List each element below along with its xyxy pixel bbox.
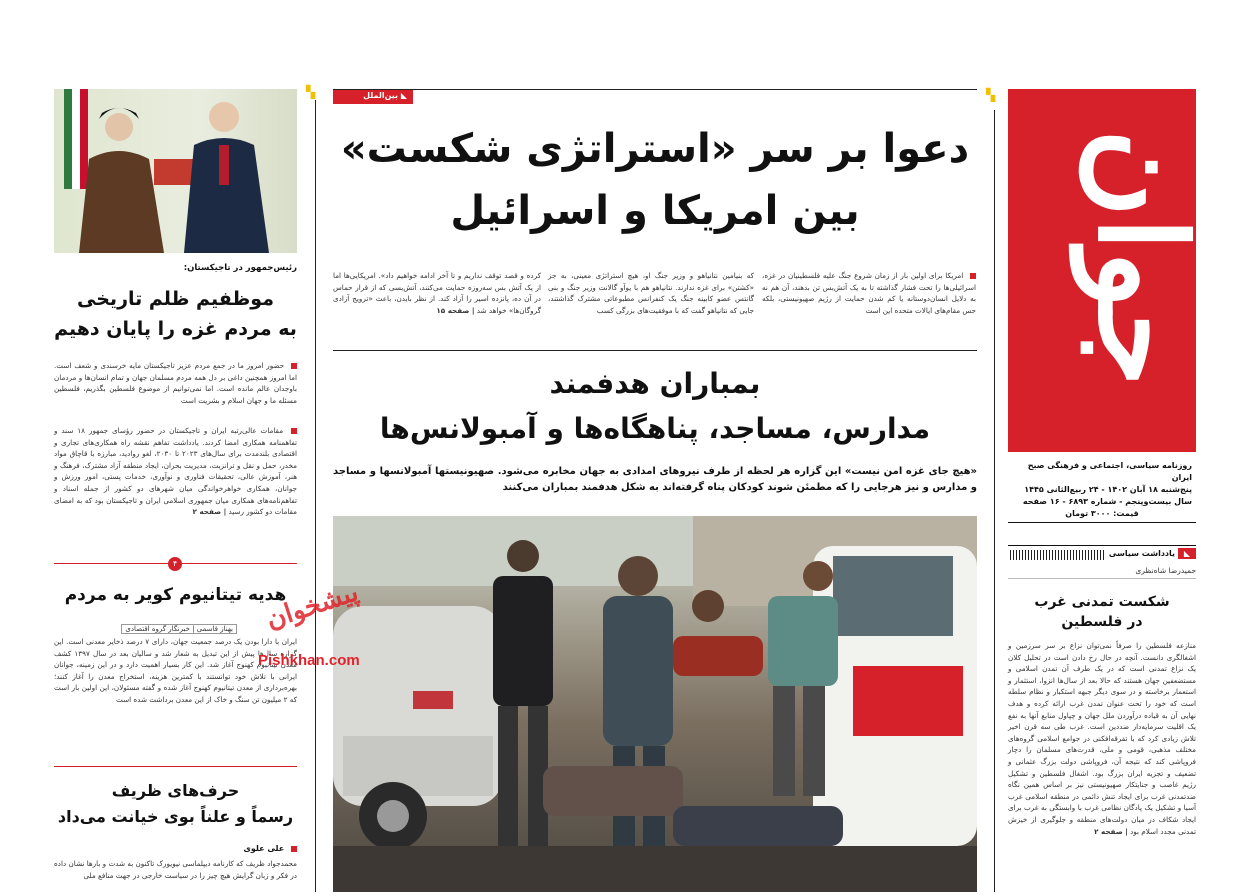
note-author: حمیدرضا شاه‌نظری [1008,566,1196,579]
note-headline [1008,592,1196,632]
left-rule-2 [54,766,297,767]
left-head3-b: رسماً و علناً بوی خیانت می‌داد [57,807,294,826]
main-col-bullet [970,273,976,279]
left-body4-text: محمدجواد ظریف که کارنامه دیپلماسی نیویورک تاکنون به شدت و بارها نشان داده در فکر و زبان گرایش هیچ چیز را در سیاست خارجی در جهت منافع ملی [54,859,297,880]
second-lead: «هیچ جای غزه امن نیست» این گزاره هر لحظه از طرف نیروهای امدادی به جهان مخابره می‌شود. صهیونیستها آمبولانسها و مساجد و مدارس و نیز هرجایی را که مطمئن شوند کودکان پناه گرفته‌اند به شکل هدفمند بمباران می‌کنند [333,466,977,493]
left-photo-illustration [54,89,297,253]
left-body1-text: حضور امروز ما در جمع مردم عزیز تاجیکستان مایه خرسندی و شعف است. اما امروز همچنین داغی بر دل همه مردم مسلمان جهان و تمام انسان‌ها و مردمان باوجدان عالم مانده است. اما نمی‌توانیم از موضوع فلسطین بگذریم، فلسطین مسئله ما و جهان اسلام و بشریت است [54,361,297,405]
main-top-rule [333,89,977,90]
left-body2-text: مقامات عالی‌رتبه ایران و تاجیکستان در حضور رؤسای جمهور ۱۸ سند و تفاهمنامه همکاری امضا کردند. یادداشت تفاهم نقشه راه همکاری‌های تجاری و اقتصادی بلندمدت برای سال‌های ۲۰۲۳ تا ۲۰۳۰، لغو روادید، مبارزه با قاچاق مواد مخدر، حمل و نقل و ترانزیت، مدیریت بحران، ایجاد منطقه آزاد مشترک، فرهنگ و هنر، آموزش عالی، تحقیقات فناوری و نوآوری، خدمات پستی، امور ورزش و جوانان، همکاری خواهرخواندگی میان شهرهای دو کشور از جمله اسناد و تفاهم‌نامه‌های همکاری میان جمهوری اسلامی ایران و تاجیکستان بود که به امضای مقامات دو کشور رسید [54,426,297,517]
note-tag-icon: ◣ [1178,548,1196,559]
left-photo [54,89,297,253]
note-body-text: منازعه فلسطین را صرفاً نمی‌توان نزاع بر سر سرزمین و اشغالگری دانست. آنچه در حال رخ دادن است در تحلیل کلان یک نزاع تمدنی است که در یک طرف آن تمدن اسلامی و مستضعفین جهان هستند که حالا بعد از سال‌ها انزوا، استثمار و استعمار برخاسته و در سوی دیگر جبهه استکبار و نظام سلطه است که خود را تحت عنوان تمدن غرب ارائه کرده و هدف نهایی آن به قیاده درآوردن ملل جهان و چپاول منابع آنها به نفع یک اقلیت سرمایه‌دار ضددین است. غرب طی سه قرن اخیر تلاش زیادی کرد که با تفرقه‌افکنی در جوامع اسلامی گروه‌های مختلف مذهبی، قومی و ملی، قدرت‌های مسلمان را دچار فروپاشی کند که نتیجه آن، فروپاشی دولت بزرگ عثمانی و تضعیف و تجزیه ایران بزرگ بود. اشغال فلسطین و تشکیل رژیم غاصب و جنایتکار صهیونیستی نیز بر اساس همین نگاه ضدتمدنی غرب برای ایجاد تنش دائمی در منطقه اسلامی غرب آسیا و تشکیل یک پادگان نظامی غرب با وابستگی به غرب برای ایجاد شکاف در میان دولت‌های منطقه و جلوگیری از خیزش تمدنی مجدد اسلام بود [1008,641,1196,836]
column-rule-right [994,110,995,892]
main-col-mid [548,270,754,336]
main-headline [340,118,970,242]
watermark-fa: پیشخوان [262,577,362,636]
left-page-ref1[interactable]: | صفحه ۲ [192,507,227,517]
left-byline3-text: علی علوی [243,844,285,853]
note-tag-row [1008,545,1196,561]
left-byline3-bullet [291,846,297,852]
masthead-logo: جوان [1071,129,1212,387]
masthead-info [1008,456,1196,523]
left-head1 [54,284,297,344]
main-col-right [762,270,976,336]
second-headline-a: بمباران هدفمند [549,367,761,400]
main-col-left [333,270,541,336]
main-page-ref[interactable]: | صفحه ۱۵ [436,305,475,315]
main-headline-2: بین امریکا و اسرائیل [450,188,860,234]
left-body1 [54,360,297,418]
left-body1-bullet [291,363,297,369]
left-head3 [54,778,297,830]
masthead-corner-mark: ▚ [986,88,996,102]
masthead-issue: سال بیست‌وپنجم - شماره ۶۸۹۳ - ۱۶ صفحه [1022,497,1192,506]
left-byline2-text: بهناز قاسمی | خبرنگار گروه اقتصادی [121,624,237,634]
left-body2-bullet [291,428,297,434]
left-body3-text: ایران با دارا بودن یک درصد جمعیت جهان، دارای ۷ درصد ذخایر معدنی است. این گزاره سال‌ها پیش از این تبدیل به شعار شد و سالیان بعد در سال ۱۳۹۷ کشف معدن تیتانیوم کهنوج آغاز شد. این کار بسیار اهمیت دارد و در این زمینه، جوانان ایرانی با تلاش خود توانستند با کمترین هزینه، استخراج معدن را آغاز کنند؛ بهره‌برداری از معدن تیتانیوم کهنوج آغاز شده و گفته مسئولان، این اولین بار است که ۲ میلیون تن سنگ و خاک از این معدن برداشت شده است [54,637,297,704]
note-headline-a: شکست تمدنی غرب [1034,594,1170,610]
left-body2 [54,425,297,541]
main-section-label: بین‌الملل [363,91,399,100]
left-byline3 [54,844,297,853]
masthead-price: قیمت: ۳۰۰۰ تومان [1065,509,1139,518]
main-headline-1: دعوا بر سر «استراتژی شکست» [340,126,970,172]
main-section-tag [333,90,413,104]
column-rule-left [315,100,316,892]
masthead-logo-block [1008,89,1212,452]
watermark-en: Pishkhan.com [258,652,360,669]
left-head3-a: حرف‌های ظریف [111,781,240,800]
note-barcode [1010,550,1106,560]
note-tag [1109,549,1196,558]
main-col-mid-text: که بنیامین نتانیاهو و وزیر جنگ او، هیچ استراتژی معینی، به جز «کشتن» برای غزه ندارند. نتانیاهو هم با یوآو گالانت وزیر جنگ و بنی گانتس عضو کابینه جنگ یک کنفرانس مطبوعاتی مشترک گذاشتند، جایی که نتانیاهو گفت که با موفقیت‌های بزرگی کسب [548,271,754,315]
main-col-right-text: امریکا برای اولین بار از زمان شروع جنگ علیه فلسطینیان در غزه، اسرائیلی‌ها را تحت فشار گذاشته تا به یک آتش‌بس تن بدهند، آن هم نه به دلایل انسان‌دوستانه یا کم شدن حمایت از رژیم صهیونیستی، بلکه حس مقام‌های ایالات متحده این است [762,271,976,315]
second-headline [340,362,970,452]
main-section-icon: ◣ [400,91,407,100]
left-head1-b: به مردم غزه را پایان دهیم [54,318,297,340]
note-tag-label: یادداشت سیاسی [1108,549,1176,558]
main-col-left-text: کرده و قصد توقف نداریم و تا آخر ادامه خواهیم داد». امریکایی‌ها اما از یک آتش بس سه‌روزه حمایت می‌کنند، آتش‌بسی که از قرار حماس در آن ده، پانزده اسیر را آزاد کند. از نظر بایدن، باعث «ترویج آزادی گروگان‌ها» خواهد شد [333,271,541,315]
left-marker [168,557,182,571]
masthead-date: پنج‌شنبه ۱۸ آبان ۱۴۰۲ - ۲۴ ربیع‌الثانی ۱۴۴۵ [1024,485,1192,494]
left-body4 [54,858,297,892]
note-body [1008,640,1196,886]
left-head2: هدیه تیتانیوم کویر به مردم [64,585,287,605]
main-photo [333,516,977,892]
main-photo-illustration [333,516,977,892]
main-corner-mark: ▚ [306,85,316,99]
main-mid-rule [333,350,977,351]
note-headline-b: در فلسطین [1061,614,1143,630]
left-marker-text: ۴ [172,559,178,568]
left-head1-a: موظفیم ظلم تاریخی [77,288,274,310]
note-page-ref[interactable]: | صفحه ۲ [1094,826,1128,836]
masthead-tagline: روزنامه سیاسی، اجتماعی و فرهنگی صبح ایران [1027,461,1192,482]
left-photo-caption: رئیس‌جمهور در تاجیکستان: [183,263,297,273]
second-headline-b: مدارس، مساجد، پناهگاه‌ها و آمبولانس‌ها [379,412,931,445]
